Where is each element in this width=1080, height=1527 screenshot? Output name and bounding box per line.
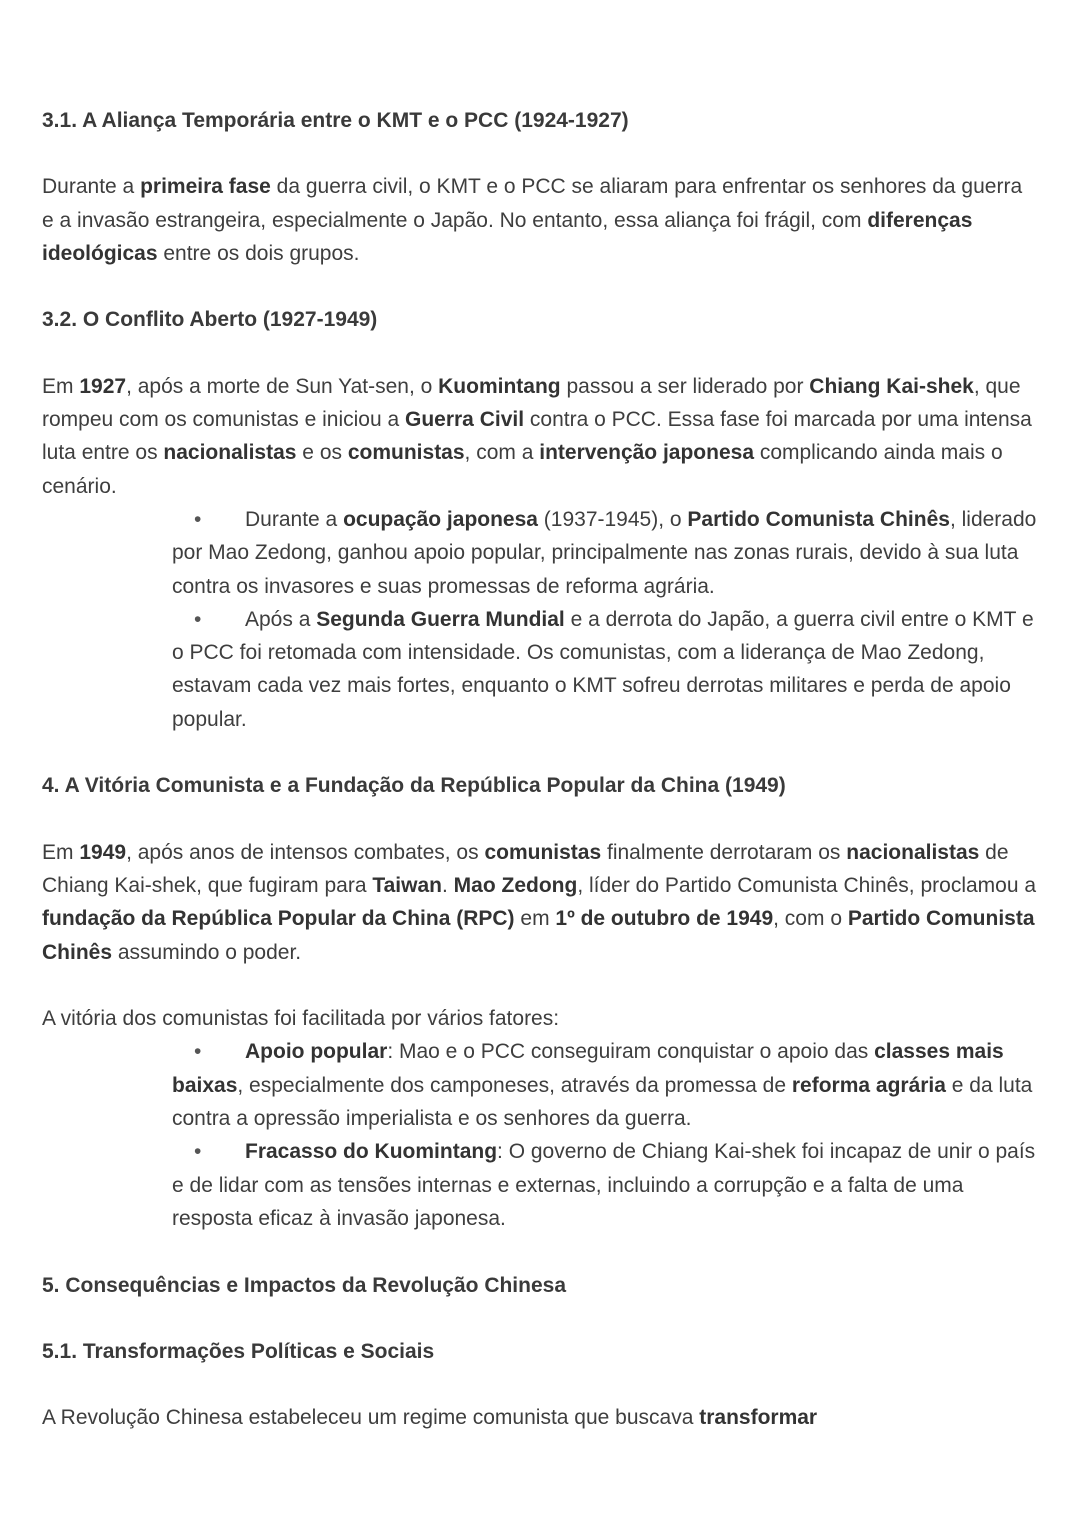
bullet-icon: •: [194, 507, 202, 531]
paragraph-5-1: A Revolução Chinesa estabeleceu um regime comunista que buscava transformar: [42, 1406, 818, 1430]
bullet-icon: •: [194, 1040, 202, 1064]
bullet-list-4: [42, 1035, 1038, 1235]
list-item: • Durante a ocupação japonesa (1937-1945), o Partido Comunista Chinês, liderado por Mao Zedong, ganhou apoio popular, principalmente nas zonas rurais, devido à sua luta contra os invasores e suas promessas de reforma agrária.: [172, 503, 1038, 603]
paragraph-3-2: Em 1927, após a morte de Sun Yat-sen, o Kuomintang passou a ser liderado por Chiang Kai-shek, que rompeu com os comunistas e iniciou a Guerra Civil contra o PCC. Essa fase foi marcada por uma intensa luta entre os nacionalistas e os comunistas, com a intervenção japonesa complicando ainda mais o cenário.: [42, 374, 1032, 498]
section-heading-3-1: 3.1. A Aliança Temporária entre o KMT e o PCC (1924-1927): [42, 109, 629, 132]
bullet-icon: •: [194, 607, 202, 631]
list-item: • Após a Segunda Guerra Mundial e a derrota do Japão, a guerra civil entre o KMT e o PCC foi retomada com intensidade. Os comunistas, com a liderança de Mao Zedong, estavam cada vez mais fortes, enquanto o KMT sofreu derrotas militares e perda de apoio popular.: [172, 603, 1038, 736]
list-item: • Fracasso do Kuomintang: O governo de Chiang Kai-shek foi incapaz de unir o país e de lidar com as tensões internas e externas, incluindo a corrupção e a falta de uma resposta eficaz à invasão japonesa.: [172, 1135, 1038, 1235]
paragraph-4-factors-intro: A vitória dos comunistas foi facilitada por vários fatores:: [42, 1007, 560, 1031]
section-heading-4: 4. A Vitória Comunista e a Fundação da República Popular da China (1949): [42, 774, 786, 798]
paragraph-3-1: Durante a primeira fase da guerra civil, o KMT e o PCC se aliaram para enfrentar os senhores da guerra e a invasão estrangeira, especialmente o Japão. No entanto, essa aliança foi frágil, com diferenças ideológicas entre os dois grupos.: [42, 175, 1023, 265]
bullet-list-3-2: [42, 503, 1038, 736]
section-heading-3-2: 3.2. O Conflito Aberto (1927-1949): [42, 308, 378, 332]
paragraph-4: Em 1949, após anos de intensos combates, os comunistas finalmente derrotaram os nacionalistas de Chiang Kai-shek, que fugiram para Taiwan. Mao Zedong, líder do Partido Comunista Chinês, proclamou a fundação da República Popular da China (RPC) em 1º de outubro de 1949, com o Partido Comunista Chinês assumindo o poder.: [42, 840, 1037, 964]
bullet-icon: •: [194, 1140, 202, 1164]
list-item: • Apoio popular: Mao e o PCC conseguiram conquistar o apoio das classes mais baixas, especialmente dos camponeses, através da promessa de reforma agrária e da luta contra a opressão imperialista e os senhores da guerra.: [172, 1035, 1038, 1135]
section-heading-5: 5. Consequências e Impactos da Revolução Chinesa: [42, 1273, 567, 1297]
section-heading-5-1: 5.1. Transformações Políticas e Sociais: [42, 1339, 435, 1363]
